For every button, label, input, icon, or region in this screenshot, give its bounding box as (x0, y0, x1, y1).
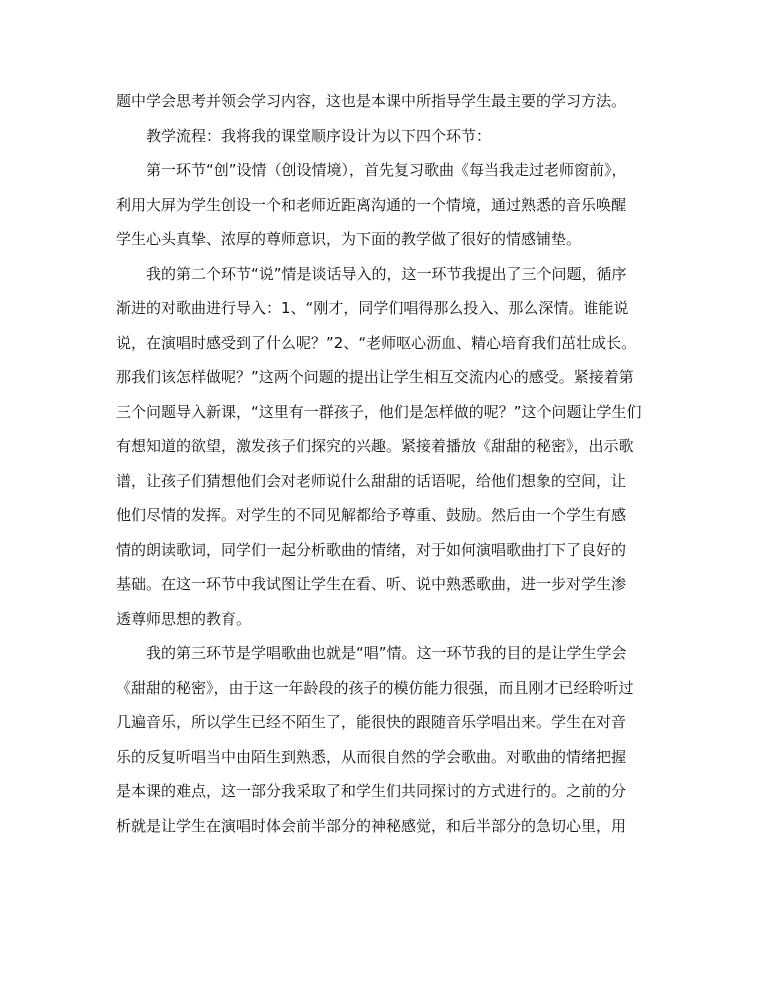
text-line: 学生心头真挚、浓厚的尊师意识，为下面的教学做了很好的情感铺垫。 (116, 230, 582, 248)
text-line: 教学流程：我将我的课堂顺序设计为以下四个环节： (146, 126, 492, 145)
document-body (116, 84, 656, 843)
text-line: 乐的反复听唱当中由陌生到熟悉，从而很自然的学会歌曲。对歌曲的情绪把握 (116, 747, 627, 766)
text-line: 那我们该怎样做呢？”这两个问题的提出让学生相互交流内心的感受。紧接着第 (116, 368, 634, 386)
text-line: 三个问题导入新课，“这里有一群孩子，他们是怎样做的呢？”这个问题让学生们 (116, 402, 642, 421)
text-line: 渐进的对歌曲进行导入：1、“刚才，同学们唱得那么投入、那么深情。谁能说 (116, 299, 629, 317)
text-line: 他们尽情的发挥。对学生的不同见解都给予尊重、鼓励。然后由一个学生有感 (116, 506, 627, 524)
text-line: 利用大屏为学生创设一个和老师近距离沟通的一个情境，通过熟悉的音乐唤醒 (116, 195, 627, 214)
text-line: 题中学会思考并领会学习内容，这也是本课中所指导学生最主要的学习方法。 (116, 92, 627, 110)
text-line: 我的第二个环节“说”情是谈话导入的，这一环节我提出了三个问题，循序 (146, 264, 627, 283)
text-line: 第一环节“创”设情（创设情境），首先复习歌曲《每当我走过老师窗前》， (146, 161, 627, 179)
text-line: 谱，让孩子们猜想他们会对老师说什么甜甜的话语呢，给他们想象的空间，让 (116, 471, 627, 490)
text-line: 透尊师思想的教育。 (116, 609, 252, 628)
text-line: 《甜甜的秘密》，由于这一年龄段的孩子的模仿能力很强，而且刚才已经聆听过 (116, 678, 634, 697)
text-line: 基础。在这一环节中我试图让学生在看、听、说中熟悉歌曲，进一步对学生渗 (116, 575, 627, 593)
text-line: 我的第三环节是学唱歌曲也就是“唱”情。这一环节我的目的是让学生学会 (146, 644, 627, 662)
text-line: 是本课的难点，这一部分我采取了和学生们共同探讨的方式进行的。之前的分 (116, 782, 627, 800)
text-line: 有想知道的欲望，激发孩子们探究的兴趣。紧接着播放《甜甜的秘密》，出示歌 (116, 437, 634, 455)
text-line: 析就是让学生在演唱时体会前半部分的神秘感觉，和后半部分的急切心里，用 (116, 816, 627, 835)
text-line: 情的朗读歌词，同学们一起分析歌曲的情绪，对于如何演唱歌曲打下了良好的 (116, 540, 627, 559)
text-line: 几遍音乐，所以学生已经不陌生了，能很快的跟随音乐学唱出来。学生在对音 (116, 713, 627, 731)
text-line: 说，在演唱时感受到了什么呢？”2、“老师呕心沥血、精心培育我们茁壮成长。 (116, 333, 637, 352)
